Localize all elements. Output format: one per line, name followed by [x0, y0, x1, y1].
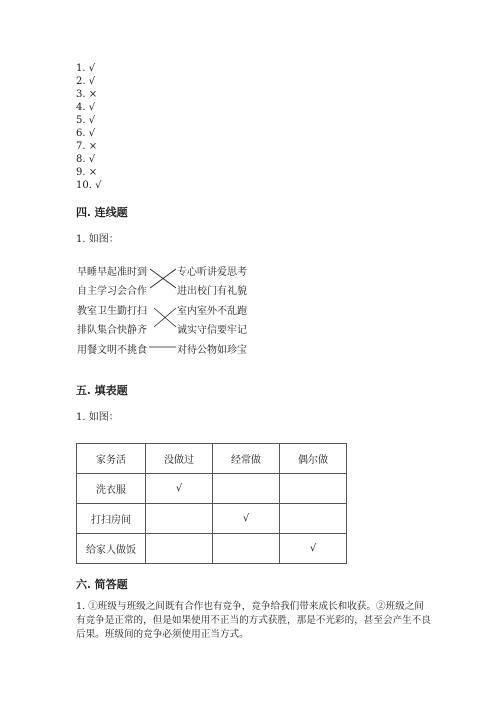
check-cell	[280, 504, 347, 534]
answer-3: 3. ×	[76, 89, 98, 100]
task-cell: 给家人做饭	[77, 534, 146, 564]
answer-10: 10. √	[76, 180, 102, 191]
match-left-2: 自主学习会合作	[77, 286, 147, 297]
match-right-3: 室内室外不乱跑	[177, 306, 247, 317]
header-cell: 经常做	[213, 444, 280, 474]
match-left-1: 早睡早起准时到	[77, 267, 147, 278]
section-4-title: 四. 连线题	[76, 206, 128, 219]
table-row	[77, 504, 347, 534]
match-left-4: 排队集合快静齐	[77, 325, 147, 336]
section-5-note: 1. 如图：	[76, 412, 119, 423]
check-cell: √	[280, 534, 347, 564]
table-row	[77, 474, 347, 504]
section-6-title: 六. 简答题	[76, 578, 128, 591]
table-header-row	[77, 444, 347, 474]
answer-7: 7. ×	[76, 141, 98, 152]
check-cell	[146, 504, 213, 534]
header-cell: 偶尔做	[280, 444, 347, 474]
match-right-2: 进出校门有礼貌	[177, 286, 247, 297]
short-answer-text: 1. ①班级与班级之间既有合作也有竞争，竞争给我们带来成长和收获。②班级之间有竞争是正常的，但是如果使用不正当的方式获胜，那是不光彩的，甚至会产生不良后果。班级间的竞争必须使用正当方式。	[76, 601, 431, 640]
task-cell: 洗衣服	[77, 474, 146, 504]
answer-5: 5. √	[76, 115, 96, 126]
answer-4: 4. √	[76, 102, 96, 113]
section-4-note: 1. 如图：	[76, 234, 119, 245]
answer-2: 2. √	[76, 76, 96, 87]
check-cell	[213, 534, 280, 564]
match-right-5: 对待公物如珍宝	[177, 345, 247, 356]
match-left-5: 用餐文明不挑食	[77, 345, 147, 356]
task-cell: 打扫房间	[77, 504, 146, 534]
answer-8: 8. √	[76, 154, 96, 165]
check-cell: √	[213, 504, 280, 534]
check-cell	[280, 474, 347, 504]
header-cell: 家务活	[77, 444, 146, 474]
section-5-title: 五. 填表题	[76, 384, 128, 397]
check-cell	[146, 534, 213, 564]
header-cell: 没做过	[146, 444, 213, 474]
match-right-4: 诚实守信要牢记	[177, 325, 247, 336]
check-cell	[213, 474, 280, 504]
table-row	[77, 534, 347, 564]
answer-6: 6. √	[76, 128, 96, 139]
answer-9: 9. ×	[76, 167, 98, 178]
match-right-1: 专心听讲爱思考	[177, 267, 247, 278]
check-cell: √	[146, 474, 213, 504]
chores-table	[76, 443, 347, 564]
answer-1: 1. √	[76, 63, 96, 74]
match-left-3: 教室卫生勤打扫	[77, 306, 147, 317]
